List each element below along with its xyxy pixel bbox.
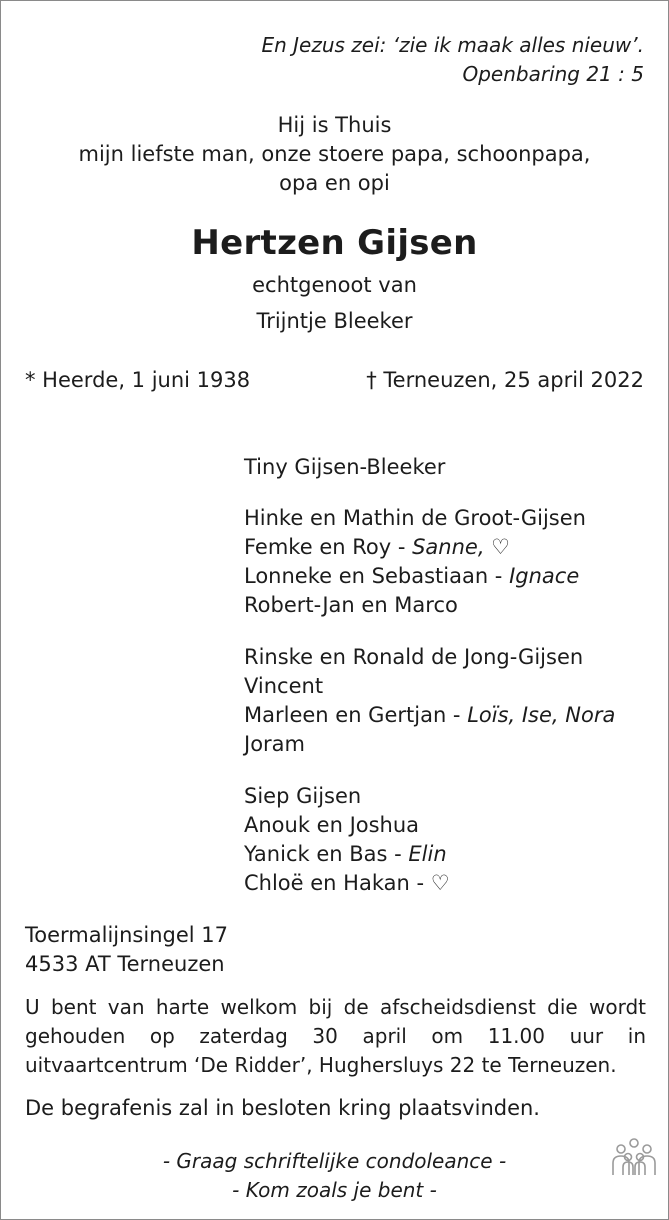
- family-line: Chloë en Hakan - ♡: [244, 871, 450, 895]
- family-line: Joram: [244, 732, 306, 756]
- family-line: Anouk en Joshua: [244, 813, 420, 837]
- family-line: Rinske en Ronald de Jong-Gijsen: [244, 645, 584, 669]
- address-street: Toermalijnsingel 17: [25, 923, 228, 947]
- deceased-name: Hertzen Gijsen: [191, 223, 478, 263]
- spouse-name: Trijntje Bleeker: [256, 309, 413, 333]
- closing-line-2: - Kom zoals je bent -: [232, 1178, 437, 1202]
- family-line: Femke en Roy - Sanne, ♡: [244, 535, 510, 559]
- family-line: Siep Gijsen: [244, 784, 362, 808]
- family-group-3: [244, 782, 450, 898]
- family-line: Yanick en Bas - Elin: [244, 842, 447, 866]
- quote-text: En Jezus zei: ‘zie ik maak alles nieuw’.: [261, 33, 644, 57]
- family-group-1: [244, 504, 586, 620]
- burial-note: De begrafenis zal in besloten kring plaatsvinden.: [25, 1096, 540, 1120]
- family-line: Hinke en Mathin de Groot-Gijsen: [244, 506, 586, 530]
- birth-date: * Heerde, 1 juni 1938: [25, 368, 251, 392]
- people-group-icon: [609, 1137, 659, 1177]
- closing-line-1: - Graag schriftelijke condoleance -: [162, 1149, 507, 1173]
- life-dates: [25, 366, 644, 395]
- family-line: Robert-Jan en Marco: [244, 593, 458, 617]
- address-city: 4533 AT Terneuzen: [25, 952, 225, 976]
- service-paragraph: U bent van harte welkom bij de afscheidsdienst die wordt gehouden op zaterdag 30 april om 11.00 uur in uitvaartcentrum ‘De Ridder’, Hughersluys 22 te Terneuzen.: [25, 995, 646, 1077]
- family-line: Vincent: [244, 674, 324, 698]
- intro-line-3: opa en opi: [279, 171, 390, 195]
- intro-line-1: Hij is Thuis: [277, 113, 392, 137]
- relation-label: echtgenoot van: [252, 273, 417, 297]
- family-line: Marleen en Gertjan - Loïs, Ise, Nora: [244, 703, 616, 727]
- quote-source: Openbaring 21 : 5: [462, 62, 644, 86]
- widow-name: Tiny Gijsen-Bleeker: [244, 455, 446, 479]
- family-group-2: [244, 643, 615, 759]
- intro-line-2: mijn liefste man, onze stoere papa, schoonpapa,: [78, 142, 591, 166]
- death-date: † Terneuzen, 25 april 2022: [366, 368, 644, 392]
- family-line: Lonneke en Sebastiaan - Ignace: [244, 564, 580, 588]
